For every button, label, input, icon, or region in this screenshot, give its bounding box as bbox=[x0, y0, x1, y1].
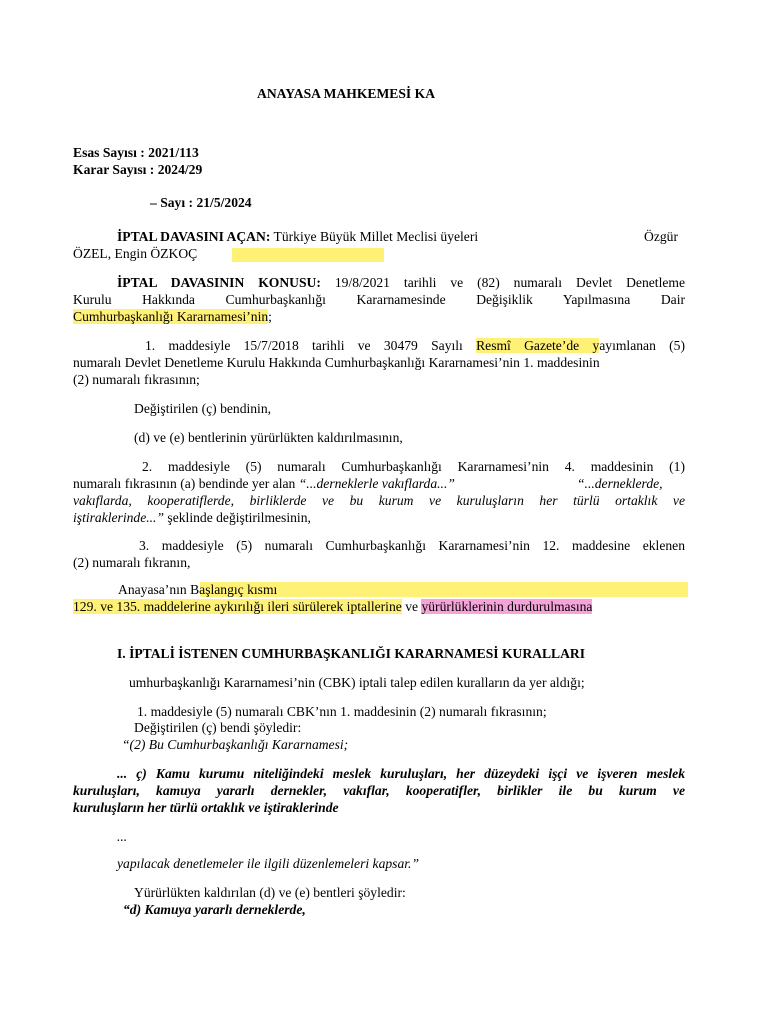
resmi-gazete-highlight: Resmî Gazete’de y bbox=[476, 338, 600, 353]
p1-text-b: ayımlanan (5) bbox=[599, 338, 685, 353]
section1-quote-end: yapılacak denetlemeler ile ilgili düzenlemeleri kapsar.” bbox=[117, 856, 420, 871]
p2-quote-end: iştiraklerinde...” bbox=[73, 510, 165, 525]
subject-highlight: Cumhurbaşkanlığı Kararnamesi’nin bbox=[73, 309, 269, 324]
applicant-line2: ÖZEL, Engin ÖZKOÇ bbox=[73, 246, 198, 261]
p2-quote2: “...derneklerde, bbox=[577, 476, 663, 491]
section1-bold2: kuruluşları, kamuya yararlı dernekler, vakıflar, kooperatifler, birlikler ile bu kurum ve bbox=[73, 783, 685, 798]
subject-label: İPTAL DAVASININ KONUSU: bbox=[117, 275, 321, 290]
section1-bold1: ... ç) Kamu kurumu niteliğindeki meslek kuruluşları, her düzeydeki işçi ve işveren meslek bbox=[117, 766, 685, 781]
document-title: ANAYASA MAHKEMESİ KA bbox=[257, 86, 436, 101]
section1-bold3: kuruluşların her türlü ortaklık ve iştiraklerinde bbox=[73, 800, 339, 815]
p2-line1: 2. maddesiyle (5) numaralı Cumhurbaşkanlığı Kararnamesi’nin 4. maddesinin (1) bbox=[142, 459, 685, 474]
applicant-line1 bbox=[117, 229, 478, 245]
anayasa-maddeler-highlight: 129. ve 135. maddelerine aykırılığı ileri sürülerek iptallerine bbox=[73, 599, 402, 614]
section1-removed: Yürürlükten kaldırılan (d) ve (e) bentleri şöyledir: bbox=[134, 885, 406, 900]
subject-line1 bbox=[117, 275, 685, 291]
esas-sayisi: Esas Sayısı : 2021/113 bbox=[73, 145, 199, 160]
d-e-bentleri: (d) ve (e) bentlerinin yürürlükten kaldırılmasının, bbox=[134, 430, 403, 445]
p1-line2: numaralı Devlet Denetleme Kurulu Hakkında Cumhurbaşkanlığı Kararnamesi’nin 1. maddesinin bbox=[73, 355, 600, 370]
baslangic-text: Başlangıç kısmı bbox=[190, 582, 278, 597]
p2-text-a: numaralı fıkrasının (a) bendinde yer alan bbox=[73, 476, 296, 491]
section1-ellipsis: ... bbox=[117, 829, 128, 844]
applicant-name-ozgur: Özgür bbox=[644, 229, 678, 244]
applicant-label: İPTAL DAVASINI AÇAN: bbox=[117, 229, 271, 244]
p2-quote1: “...derneklerle vakıflarda...” bbox=[298, 476, 455, 491]
subject-line2: Kurulu Hakkında Cumhurbaşkanlığı Kararnamesinde Değişiklik Yapılmasına Dair bbox=[73, 292, 685, 307]
p2-line4-text: şeklinde değiştirilmesinin, bbox=[167, 510, 311, 525]
yururluk-durdurma-highlight: yürürlüklerinin durdurulmasına bbox=[421, 599, 593, 614]
p1-text-a: 1. maddesiyle 15/7/2018 tarihli ve 30479 Sayılı bbox=[145, 338, 463, 353]
p1-line1 bbox=[145, 338, 685, 354]
anayasa-text: Anayasa’nın bbox=[118, 582, 187, 597]
karar-sayisi: Karar Sayısı : 2024/29 bbox=[73, 162, 203, 177]
p2-line4 bbox=[73, 510, 311, 526]
p1-line3: (2) numaralı fıkrasının; bbox=[73, 372, 200, 387]
section1-heading: I. İPTALİ İSTENEN CUMHURBAŞKANLIĞI KARARNAMESİ KURALLARI bbox=[117, 646, 586, 661]
subject-line3-end: ; bbox=[268, 309, 272, 324]
p3-line1: 3. maddesiyle (5) numaralı Cumhurbaşkanlığı Kararnamesi’nin 12. maddesine eklenen bbox=[139, 538, 685, 553]
anayasa-ve: ve bbox=[405, 599, 419, 614]
section1-quote-d: “d) Kamuya yararlı derneklerde, bbox=[123, 902, 306, 917]
subject-text: 19/8/2021 tarihli ve (82) numaralı Devlet Denetleme bbox=[334, 275, 685, 290]
highlight-box-empty bbox=[232, 248, 384, 262]
subject-line3 bbox=[73, 309, 272, 325]
karar-tarihi: – Sayı : 21/5/2024 bbox=[150, 195, 252, 210]
p2-line2 bbox=[73, 476, 455, 492]
p3-line2: (2) numaralı fıkranın, bbox=[73, 555, 191, 570]
section1-quote1: “(2) Bu Cumhurbaşkanlığı Kararnamesi; bbox=[122, 737, 349, 752]
section1-item1: 1. maddesiyle (5) numaralı CBK’nın 1. maddesinin (2) numaralı fıkrasının; bbox=[137, 704, 547, 719]
anayasa-line1 bbox=[118, 582, 277, 598]
degistirilen-c: Değiştirilen (ç) bendinin, bbox=[134, 401, 272, 416]
section1-intro: umhurbaşkanlığı Kararnamesi’nin (CBK) iptali talep edilen kuralların da yer aldığı; bbox=[129, 675, 585, 690]
p2-line3: vakıflarda, kooperatiflerde, birliklerde ve bu kurum ve kuruluşların her türlü ortaklık ve bbox=[73, 493, 685, 508]
section1-item1b: Değiştirilen (ç) bendi şöyledir: bbox=[134, 720, 302, 735]
anayasa-line2 bbox=[73, 599, 592, 615]
applicant-text: Türkiye Büyük Millet Meclisi üyeleri bbox=[273, 229, 479, 244]
